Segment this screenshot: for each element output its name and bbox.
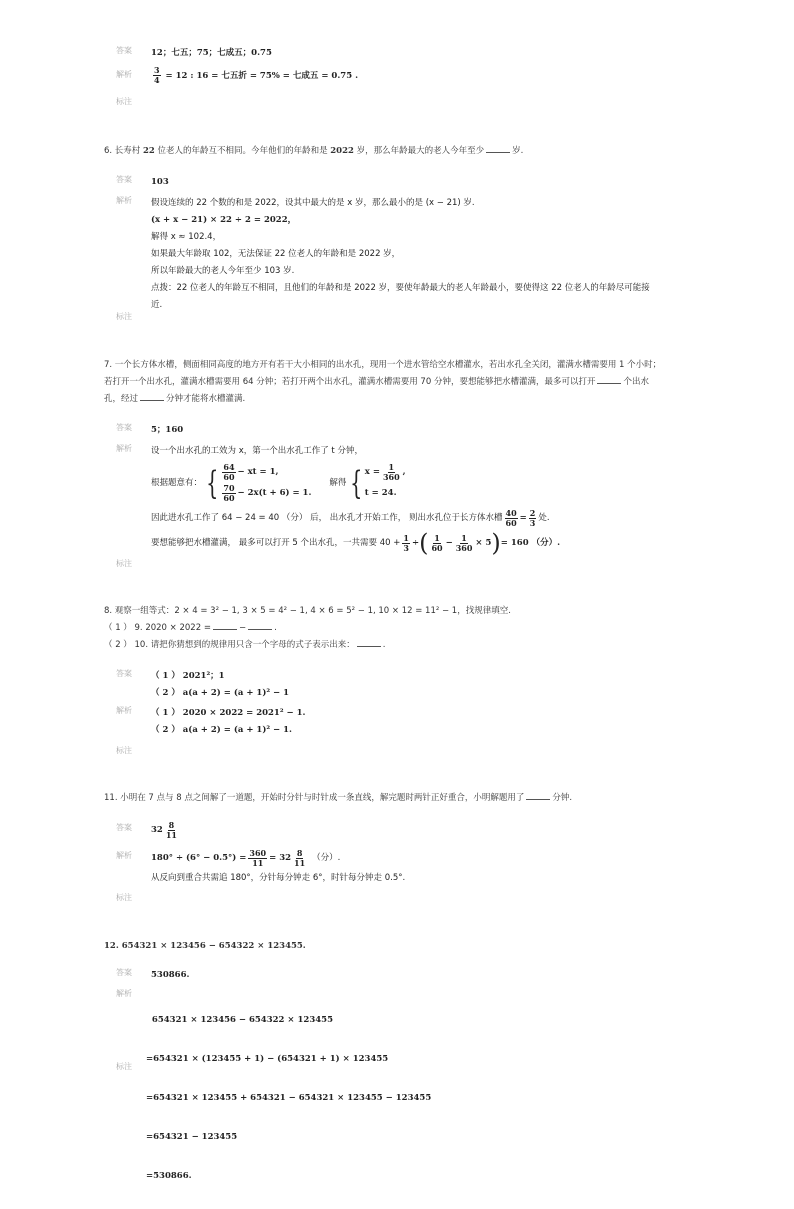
- q6-note-label: 标注: [116, 312, 132, 321]
- answer-label: 答案: [116, 669, 132, 678]
- answer-label: 答案: [116, 423, 132, 432]
- q11-analysis: 180° ÷ (6° − 0.5°) = $\frac{360}{11}$ = 32 $\frac{8}{11}$ （分）. 从反向到重合共需追 180°，分针每分钟走 6°，时针每分钟走 0.5°.: [151, 847, 406, 883]
- q8-blank-1: [213, 620, 237, 630]
- analysis-label: 解析: [116, 70, 132, 79]
- q6-analysis-line: 点拨：22 位老人的年龄互不相同，且他们的年龄和是 2022 岁，要使年龄最大的老人年龄最小，要使得这 22 位老人的年龄尽可能接: [151, 283, 650, 293]
- q12-note-label: 标注: [116, 1062, 132, 1071]
- q8-blank-3: [357, 637, 381, 647]
- answer-label: 答案: [116, 968, 132, 977]
- q12-analysis-line: =654321 × 123455 + 654321 − 654321 × 123455 − 123455: [146, 1093, 432, 1103]
- q5-note-label: 标注: [116, 97, 132, 106]
- q7-analysis-line: 要想能够把水槽灌满， 最多可以打开 5 个出水孔，一共需要 40 + $\frac{1}{3}$ ÷ ( $\frac{1}{60}$ − $\frac{1}{360}$ × 5 ) = 160 （分）.: [151, 528, 561, 557]
- q8-note-label: 标注: [116, 746, 132, 755]
- q7-analysis: [151, 443, 694, 556]
- q7-blank-holes: [597, 374, 621, 384]
- q7-analysis-row: [116, 443, 694, 557]
- q6-analysis-line: 假设连续的 22 个数的和是 2022，设其中最大的是 x 岁，那么最小的是 (x − 21) 岁.: [151, 198, 475, 208]
- q11-blank: [526, 790, 550, 800]
- analysis-label: 解析: [116, 444, 132, 453]
- q12-stem: 12. 654321 × 123456 − 654322 × 123455.: [104, 941, 306, 951]
- analysis-label: 解析: [116, 706, 132, 715]
- q7-note-label: 标注: [116, 559, 132, 568]
- q6-analysis-line: 所以年龄最大的老人今年至少 103 岁.: [151, 266, 295, 276]
- q12-analysis: [146, 988, 694, 1209]
- q8-blank-2: [248, 620, 272, 630]
- q7-analysis-line: 因此进水孔工作了 64 − 24 = 40 （分） 后， 出水孔才开始工作， 则出水孔位于长方体水槽 $\frac{40}{60}$ = $\frac{2}{3}$ 处.: [151, 507, 550, 528]
- q7-blank-minutes: [140, 391, 164, 401]
- q5-fraction: $\frac{3}{4}$: [154, 65, 160, 85]
- q6-analysis-line: (x + x − 21) × 22 ÷ 2 = 2022，: [151, 215, 297, 225]
- q12-answer: 530866.: [151, 970, 190, 980]
- q6-analysis-line: 近.: [151, 300, 163, 310]
- q6-analysis-line: 解得 x ≈ 102.4，: [151, 232, 222, 242]
- answer-label: 答案: [116, 175, 132, 184]
- analysis-label: 解析: [116, 196, 132, 205]
- q6-answer: 103: [151, 177, 169, 187]
- q12-analysis-line: =654321 × (123455 + 1) − (654321 + 1) × 123455: [146, 1054, 389, 1064]
- q7-answer: 5；160: [151, 425, 184, 435]
- q12-analysis-line: =530866.: [146, 1171, 192, 1181]
- q6-analysis-line: 如果最大年龄取 102，无法保证 22 位老人的年龄和是 2022 岁，: [151, 249, 401, 259]
- q7-stem: 7. 一个长方体水槽，侧面相同高度的地方开有若干大小相同的出水孔，现用一个进水管给空水槽灌水，若出水孔全关闭，灌满水槽需要用 1 个小时； 若打开一个出水孔，灌满水槽需要用 64 分钟；若打开两个出水孔，灌满水槽需要用 70 分钟，要想能够把水槽灌满，最多可以打开 个出水 孔，经过 分钟才能将水槽灌满.: [104, 360, 662, 404]
- q5-answer: 12；七五；75；七成五；0.75: [151, 48, 272, 58]
- q6-stem: 6. 长寿村 22 位老人的年龄互不相同。今年他们的年龄和是 2022 岁，那么年龄最大的老人今年至少 岁.: [104, 143, 714, 160]
- q5-analysis: $\frac{3}{4}$ = 12 : 16 = 七五折 = 75% = 七成五 = 0.75 .: [154, 65, 359, 85]
- q6-blank: [486, 143, 510, 153]
- q8-stem: 8. 观察一组等式：2 × 4 = 3² − 1, 3 × 5 = 4² − 1, 4 × 6 = 5² − 1, 10 × 12 = 11² − 1，找规律填空. （ 1 ） 9. 2020 × 2022 = − . （ 2 ） 10. 请把你猜想到的规律用只含一个字母的式子表示出来： .: [104, 606, 511, 650]
- q12-analysis-line: 654321 × 123456 − 654322 × 123455: [146, 1015, 333, 1025]
- q11-answer: 32 $\frac{8}{11}$: [151, 819, 177, 840]
- q12-analysis-line: =654321 − 123455: [146, 1132, 238, 1142]
- q11-note-label: 标注: [116, 893, 132, 902]
- q8-answer: （ 1 ） 2021²；1 （ 2 ） a(a + 2) = (a + 1)² − 1: [151, 671, 290, 698]
- answer-label: 答案: [116, 823, 132, 832]
- q8-analysis: （ 1 ） 2020 × 2022 = 2021² − 1. （ 2 ） a(a + 2) = (a + 1)² − 1.: [151, 708, 306, 735]
- q7-equation-system: 根据题意有： { $\frac{64}{60}$ − xt = 1, $\frac{70}{60}$ − 2x(t + 6) = 1. 解得 { x = $\frac{1}{360}$ , t = 24.: [151, 462, 406, 503]
- analysis-label: 解析: [116, 851, 132, 860]
- q7-analysis-line: 设一个出水孔的工效为 x，第一个出水孔工作了 t 分钟，: [151, 446, 363, 456]
- q6-analysis: [151, 195, 694, 314]
- q6-analysis-row: [116, 195, 694, 310]
- analysis-label: 解析: [116, 989, 132, 998]
- answer-label: 答案: [116, 46, 132, 55]
- q11-stem: 11. 小明在 7 点与 8 点之间解了一道题，开始时分针与时针成一条直线，解完题时两针正好重合，小明解题用了 分钟.: [104, 790, 714, 807]
